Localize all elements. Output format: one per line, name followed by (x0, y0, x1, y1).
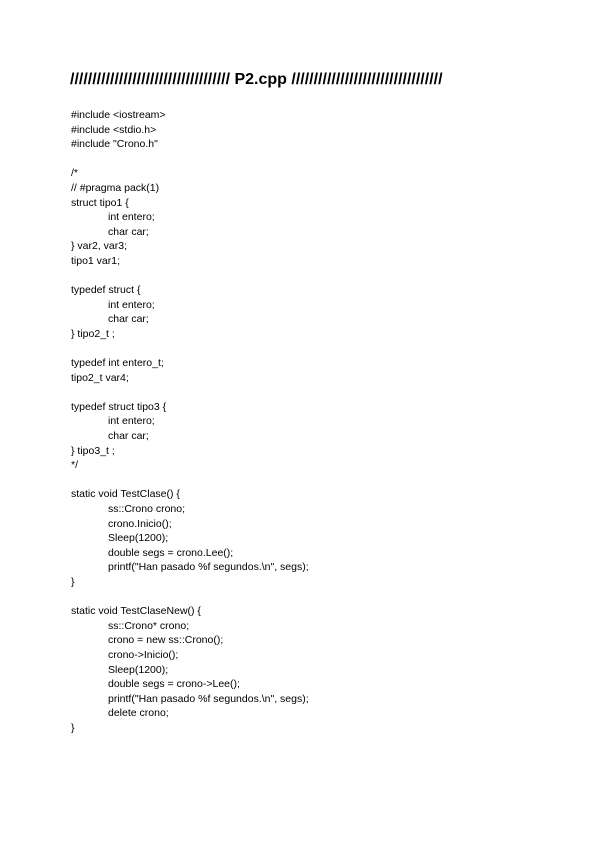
blank-line (71, 473, 309, 488)
code-line: } (71, 576, 75, 588)
code-line: #include <stdio.h> (71, 123, 157, 136)
code-line: static void TestClase() { (71, 488, 180, 501)
file-title: //////////////////////////////////// P2.cpp ////////////////////////////////// (70, 71, 443, 88)
code-line: int entero; (108, 415, 155, 428)
code-line: Sleep(1200); (108, 532, 169, 545)
code-line: /* (71, 167, 79, 180)
code-line: typedef struct { (71, 284, 141, 297)
code-line: int entero; (108, 298, 155, 311)
blank-line (71, 152, 309, 167)
code-line: tipo2_t var4; (71, 371, 129, 384)
blank-line (71, 385, 309, 400)
blank-line (71, 590, 309, 605)
code-listing (71, 108, 309, 736)
blank-line (71, 342, 309, 357)
code-line: */ (71, 459, 79, 472)
code-line: typedef struct tipo3 { (71, 400, 167, 413)
code-line: } var2, var3; (71, 240, 128, 253)
code-line: double segs = crono.Lee(); (108, 546, 234, 559)
code-line: crono = new ss::Crono(); (108, 634, 224, 647)
code-line: printf("Han pasado %f segundos.\n", segs); (108, 561, 309, 574)
code-line: char car; (108, 313, 149, 326)
code-line: int entero; (108, 211, 155, 224)
blank-line (71, 269, 309, 284)
code-line: struct tipo1 { (71, 196, 129, 209)
code-line: tipo1 var1; (71, 254, 121, 267)
code-line: char car; (108, 225, 149, 238)
code-line: ss::Crono* crono; (108, 619, 190, 632)
code-line: #include "Crono.h" (71, 138, 158, 151)
code-line: } tipo2_t ; (71, 327, 115, 340)
code-line: // #pragma pack(1) (71, 181, 160, 194)
code-line: printf("Han pasado %f segundos.\n", segs); (108, 692, 309, 705)
code-line: char car; (108, 430, 149, 443)
code-line: } (71, 721, 75, 734)
code-line: } tipo3_t ; (71, 444, 115, 457)
code-line: static void TestClaseNew() { (71, 605, 201, 618)
code-line: crono->Inicio(); (108, 648, 179, 661)
code-line: ss::Crono crono; (108, 503, 186, 516)
code-line: typedef int entero_t; (71, 357, 164, 370)
code-line: crono.Inicio(); (108, 517, 172, 530)
code-line: Sleep(1200); (108, 663, 169, 676)
code-line: delete crono; (108, 707, 169, 720)
code-line: #include <iostream> (71, 109, 166, 121)
code-line: double segs = crono->Lee(); (108, 678, 240, 691)
